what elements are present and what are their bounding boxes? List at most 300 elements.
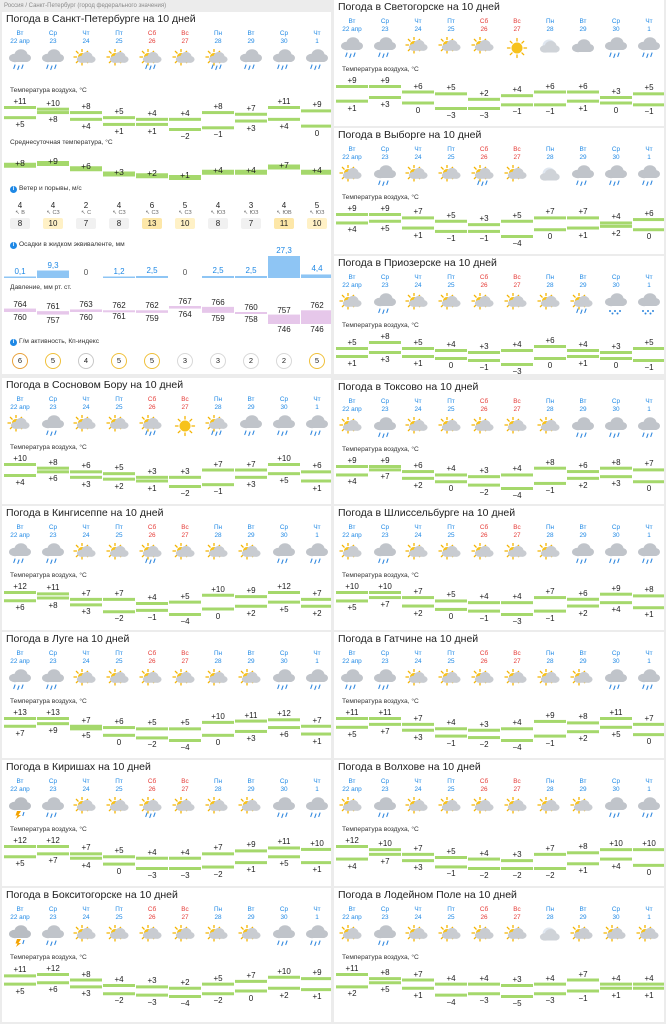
temp-min: +5 [15, 120, 25, 130]
day-name: Вт [579, 778, 587, 785]
temp-max-bar [103, 984, 135, 987]
temp-max-bar [468, 601, 500, 604]
temp-max-bar [301, 977, 331, 980]
temp-max-bar [633, 848, 664, 851]
temp-max-bar [4, 845, 36, 848]
temp-max-bar [169, 987, 201, 990]
day-name: Чт [414, 398, 422, 405]
section-label-text: Температура воздуха, °C [342, 826, 419, 833]
day-name: Чт [313, 906, 321, 913]
temp-min-bar [336, 355, 368, 358]
temp-max: +5 [213, 973, 223, 983]
temp-min: +2 [347, 989, 357, 999]
day-name: Чт [82, 650, 90, 657]
day-date: 23 [381, 532, 389, 539]
day-name: Чт [414, 18, 422, 25]
temp-max: +7 [413, 713, 423, 723]
temp-min-bar [600, 858, 632, 861]
day-date: 28 [546, 406, 554, 413]
temp-min-bar [534, 867, 566, 870]
day-name: Вт [247, 650, 255, 657]
temp-max: +7 [644, 459, 654, 469]
temp-min-bar [567, 227, 599, 230]
day-name: Ср [380, 650, 390, 657]
day-date: 30 [280, 914, 288, 921]
day-name: Пт [115, 650, 123, 657]
temp-max: +9 [347, 76, 357, 85]
city-card [2, 632, 331, 758]
temp-max-bar [468, 729, 500, 732]
day-date: 26 [480, 282, 488, 289]
temp-max-bar [369, 848, 401, 851]
temp-min: −2 [479, 871, 489, 880]
temp-min: −2 [180, 132, 190, 141]
temp-max-bar [4, 717, 36, 720]
wind-arrow-icon: ↖ [145, 210, 152, 216]
temp-min: −1 [479, 363, 489, 372]
day-name: Вт [16, 524, 24, 531]
day-name: Пн [545, 398, 555, 405]
temp-max: +3 [147, 466, 157, 476]
wind-arrow-icon: ↖ [276, 210, 283, 216]
temp-min: 0 [215, 737, 221, 747]
temp-min-bar [103, 478, 135, 481]
temp-max-bar [600, 717, 632, 720]
temp-max: +7 [578, 207, 588, 217]
day-date: 28 [214, 532, 222, 539]
temp-max: +10 [46, 98, 60, 108]
temp-max-bar [369, 717, 401, 720]
temp-min: 0 [613, 361, 619, 370]
temp-min: +6 [48, 985, 58, 995]
temp-max: +7 [81, 843, 91, 853]
temp-max-bar [468, 858, 500, 861]
temp-max-bar [534, 853, 566, 856]
wind-direction-label: СЗ [52, 210, 60, 216]
day-name: Пн [213, 30, 223, 37]
temp-min: +2 [279, 990, 289, 1000]
temp-max-bar [369, 213, 401, 216]
temp-min-bar [136, 609, 168, 612]
temp-max: +7 [413, 843, 423, 853]
card-title[interactable]: Погода в Сосновом Бору на 10 дней [6, 379, 184, 391]
day-name: Вт [348, 274, 356, 281]
temp-min-bar [4, 725, 36, 728]
temp-min-bar [435, 480, 467, 483]
day-name: Вт [579, 274, 587, 281]
day-name: Чт [414, 650, 422, 657]
temp-min-bar [468, 484, 500, 487]
day-date: 27 [181, 38, 189, 45]
day-name: Чт [82, 30, 90, 37]
section-label-text: Температура воздуха, °C [342, 194, 419, 201]
temp-min-bar [169, 613, 201, 616]
day-name: Пн [213, 906, 223, 913]
day-date: 24 [82, 404, 90, 411]
day-name: Ср [48, 30, 58, 37]
temp-max: +5 [644, 83, 654, 93]
temp-min: −2 [114, 614, 124, 624]
temp-max: +10 [211, 711, 225, 721]
temp-max: +8 [81, 969, 91, 979]
city-card [334, 760, 664, 886]
temp-max-bar [70, 852, 102, 855]
day-name: Ср [279, 524, 289, 531]
temp-max: +5 [446, 210, 456, 220]
temp-min: −2 [512, 871, 522, 880]
day-name: Вт [247, 778, 255, 785]
day-name: Вт [247, 30, 255, 37]
day-name: Сб [479, 18, 489, 25]
card-title[interactable]: Погода в Светогорске на 10 дней [338, 1, 500, 13]
wind-gust: 8 [10, 218, 30, 229]
day-date: 30 [612, 786, 620, 793]
city-card [2, 888, 331, 1022]
temp-max: +13 [13, 708, 27, 717]
temp-max-bar [633, 468, 664, 471]
pressure-max: 764 [13, 299, 27, 309]
temp-min: −2 [545, 871, 555, 880]
day-name: Чт [313, 396, 321, 403]
day-date: 26 [480, 406, 488, 413]
day-name: Чт [645, 146, 653, 153]
day-name: Чт [82, 524, 90, 531]
temp-min-bar [4, 474, 36, 477]
day-date: 28 [546, 786, 554, 793]
info-icon[interactable]: i [10, 242, 17, 249]
day-date: 27 [181, 914, 189, 921]
day-date: 26 [148, 38, 156, 45]
temp-min: +6 [15, 603, 25, 613]
temp-max: +12 [46, 964, 60, 973]
temp-max-bar [567, 216, 599, 219]
temp-min-bar [235, 861, 267, 864]
temp-max-bar [567, 91, 599, 94]
temp-max: +9 [611, 583, 621, 593]
day-date: 22 апр [10, 38, 30, 45]
temp-max-bar [534, 91, 566, 94]
temp-max-bar [534, 983, 566, 986]
pressure-band [136, 310, 168, 313]
main-city-card [2, 12, 331, 374]
temp-max-bar [501, 859, 533, 862]
section-label-text: Температура воздуха, °C [10, 87, 87, 94]
temp-max: +5 [446, 847, 456, 856]
day-name: Ср [279, 30, 289, 37]
wind-direction-label: ЮЗ [249, 210, 259, 216]
day-date: 25 [447, 154, 455, 161]
card-title[interactable]: Погода в Выборге на 10 дней [338, 129, 482, 141]
day-date: 28 [546, 26, 554, 33]
section-label-text: Температура воздуха, °C [10, 698, 87, 705]
temp-max-bar [402, 91, 434, 94]
temp-max: +4 [446, 973, 456, 983]
temp-max: +4 [479, 592, 489, 602]
temp-min: +1 [147, 483, 157, 493]
day-date: 23 [381, 154, 389, 161]
temp-max: +11 [378, 708, 392, 717]
temp-min: 0 [415, 105, 421, 115]
wind-direction-label: ЮЗ [216, 210, 226, 216]
breadcrumb[interactable]: Россия / Санкт-Петербург (город федерального значения) [4, 3, 167, 9]
temp-max-bar [37, 467, 69, 470]
day-name: Ср [611, 398, 621, 405]
temp-min-bar [468, 359, 500, 362]
temp-min: −4 [180, 617, 190, 626]
temp-min: −2 [479, 740, 489, 750]
temp-max: +6 [545, 336, 555, 345]
temp-max: +7 [213, 843, 223, 853]
day-name: Пт [447, 778, 455, 785]
temp-max: +4 [446, 718, 456, 728]
temp-max-bar [268, 591, 300, 594]
pressure-min: 759 [211, 313, 225, 323]
temp-min: +6 [279, 730, 289, 740]
pressure-max: 766 [211, 297, 225, 307]
wind-speed: 4 [50, 201, 56, 210]
temp-min-bar [369, 853, 401, 856]
card-title[interactable]: Погода в Гатчине на 10 дней [338, 633, 479, 645]
temp-max-bar [37, 845, 69, 848]
temp-min: +3 [380, 355, 390, 364]
day-date: 24 [414, 786, 422, 793]
temp-min: −1 [545, 485, 555, 495]
day-date: 26 [148, 658, 156, 665]
city-card [334, 0, 664, 126]
info-icon[interactable]: i [10, 186, 17, 193]
temp-min: +7 [15, 728, 25, 738]
temp-min: +7 [380, 600, 390, 610]
day-date: 22 апр [10, 404, 30, 411]
temp-min: −2 [213, 996, 223, 1006]
day-name: Чт [645, 778, 653, 785]
temp-min-bar [468, 610, 500, 613]
temp-min-bar [435, 865, 467, 868]
temp-max-bar [336, 213, 368, 216]
pressure-band [268, 315, 300, 324]
temp-max: +7 [81, 715, 91, 725]
temp-min: +7 [380, 856, 390, 866]
day-name: Сб [479, 398, 489, 405]
card-title[interactable]: Погода в Шлиссельбурге на 10 дней [338, 507, 516, 519]
temp-min: +3 [246, 123, 256, 133]
card-title[interactable]: Погода в Бокситогорске на 10 дней [6, 889, 178, 901]
card-title[interactable]: Погода в Волхове на 10 дней [338, 761, 481, 773]
day-name: Чт [414, 524, 422, 531]
pressure-min: 746 [310, 325, 324, 334]
temp-max-bar [336, 717, 368, 720]
wind-gust: 8 [109, 218, 129, 229]
temp-max-bar [369, 591, 401, 594]
temp-min-bar [202, 866, 234, 869]
day-date: 28 [214, 786, 222, 793]
temp-min: +1 [312, 736, 322, 746]
temp-min: +5 [347, 729, 357, 739]
temp-min: −3 [479, 111, 489, 120]
card-title[interactable]: Погода в Токсово на 10 дней [338, 381, 479, 393]
temperature-chart [2, 632, 331, 758]
temp-max: +7 [246, 970, 256, 980]
temp-min-bar [202, 734, 234, 737]
temp-min: +1 [611, 990, 621, 1000]
kp-index: 3 [210, 353, 226, 369]
temp-max-bar [169, 727, 201, 730]
temp-min-bar [4, 983, 36, 986]
temp-max: +4 [180, 108, 190, 118]
day-date: 22 апр [342, 282, 362, 289]
temp-max: +6 [413, 461, 423, 471]
card-title[interactable]: Погода в Луге на 10 дней [6, 633, 130, 645]
temp-min: +4 [279, 121, 289, 131]
temp-min: +1 [578, 866, 588, 876]
temp-min: +2 [312, 608, 322, 618]
temp-min-bar [336, 858, 368, 861]
day-name: Ср [380, 146, 390, 153]
day-date: 27 [513, 786, 521, 793]
day-date: 26 [480, 914, 488, 921]
day-date: 25 [115, 786, 123, 793]
temp-max: +4 [611, 212, 621, 222]
card-title[interactable]: Погода в Санкт-Петербурге на 10 дней [6, 13, 196, 25]
avg-temp-value: +9 [48, 156, 58, 166]
day-name: Вс [181, 396, 189, 403]
temp-max-bar [468, 223, 500, 226]
temp-min-bar [235, 990, 267, 993]
temp-min: −1 [578, 993, 588, 1003]
info-icon[interactable]: i [10, 339, 17, 346]
day-date: 24 [414, 658, 422, 665]
card-title[interactable]: Погода в Киришах на 10 дней [6, 761, 151, 773]
day-name: Чт [645, 274, 653, 281]
temp-min-bar [169, 485, 201, 488]
city-card [2, 378, 331, 504]
temp-max: +6 [578, 461, 588, 471]
day-name: Ср [380, 778, 390, 785]
pressure-min: 760 [79, 313, 93, 322]
temp-max: +8 [545, 457, 555, 467]
temp-min: +1 [246, 865, 256, 875]
day-date: 27 [181, 404, 189, 411]
card-title[interactable]: Погода в Кингисеппе на 10 дней [6, 507, 164, 519]
temp-max: +5 [512, 210, 522, 220]
day-date: 28 [546, 914, 554, 921]
temp-min: +4 [347, 477, 357, 487]
temp-max: +6 [413, 81, 423, 91]
temp-min: −2 [114, 996, 124, 1006]
temp-max: +8 [380, 968, 390, 978]
day-name: Сб [479, 274, 489, 281]
wind-direction-label: СЗ [118, 210, 126, 216]
temp-max: +3 [512, 975, 522, 984]
city-card [334, 506, 664, 630]
temp-min: −4 [446, 997, 456, 1007]
temp-min: +1 [312, 865, 322, 875]
temp-max: +4 [512, 464, 522, 474]
avg-temp-value: +7 [279, 159, 289, 170]
temp-max-bar [301, 848, 331, 851]
wind-gust: 10 [307, 218, 327, 229]
card-title[interactable]: Погода в Лодейном Поле на 10 дней [338, 889, 517, 901]
day-date: 29 [247, 404, 255, 411]
temp-max: +7 [413, 969, 423, 979]
day-name: Вт [348, 650, 356, 657]
temp-min-bar [103, 992, 135, 995]
temp-min-bar [136, 994, 168, 997]
day-date: 1 [647, 658, 651, 665]
day-date: 23 [49, 658, 57, 665]
kp-index: 5 [111, 353, 127, 369]
temp-max-bar [435, 727, 467, 730]
temp-max: +7 [246, 459, 256, 469]
day-name: Вт [579, 650, 587, 657]
temp-min-bar [402, 355, 434, 358]
temp-max: +4 [611, 973, 621, 983]
day-name: Пн [213, 396, 223, 403]
card-title[interactable]: Погода в Приозерске на 10 дней [338, 257, 497, 269]
wind-direction-label: С [87, 210, 92, 216]
temp-min: 0 [547, 361, 553, 370]
temp-min: +7 [380, 726, 390, 736]
temp-max-bar [435, 599, 467, 602]
temp-min-bar [336, 221, 368, 224]
temp-min: +5 [279, 604, 289, 614]
day-name: Чт [645, 524, 653, 531]
day-name: Вс [181, 30, 189, 37]
pressure-max: 762 [145, 301, 159, 311]
temp-max-bar [202, 594, 234, 597]
temp-max: +13 [46, 708, 60, 717]
day-date: 27 [513, 282, 521, 289]
section-label-text: Температура воздуха, °C [10, 954, 87, 961]
day-name: Пт [115, 396, 123, 403]
temp-min: +2 [578, 608, 588, 618]
day-name: Сб [479, 146, 489, 153]
temp-min-bar [70, 603, 102, 606]
temp-min-bar [600, 726, 632, 729]
section-label-text: Среднесуточная температура, °C [10, 139, 113, 146]
day-date: 25 [115, 38, 123, 45]
temp-max: +7 [81, 588, 91, 598]
day-date: 30 [280, 404, 288, 411]
temp-max: +11 [13, 97, 27, 106]
temp-min: 0 [448, 611, 454, 621]
kp-index: 2 [243, 353, 259, 369]
temp-min: 0 [215, 611, 221, 621]
temp-max: +11 [13, 965, 27, 975]
temp-max: +12 [13, 836, 27, 845]
section-label-text: Температура воздуха, °C [10, 572, 87, 579]
temp-max: +8 [578, 712, 588, 722]
temp-max-bar [268, 976, 300, 979]
temp-min: +2 [246, 608, 256, 618]
temp-min-bar [235, 476, 267, 479]
temp-max-bar [103, 598, 135, 601]
city-card [2, 760, 331, 886]
day-date: 22 апр [10, 658, 30, 665]
temp-min: +3 [246, 479, 256, 489]
day-date: 22 апр [342, 914, 362, 921]
temp-min: +6 [48, 474, 58, 484]
temp-max-bar [169, 476, 201, 479]
temp-min: 0 [448, 361, 454, 370]
temp-max: +8 [611, 457, 621, 467]
temp-max-bar [600, 96, 632, 99]
pressure-band [70, 309, 102, 312]
temp-min: −1 [213, 130, 223, 140]
temp-min-bar [567, 990, 599, 993]
temp-max: +4 [512, 340, 522, 349]
temp-max: +9 [380, 204, 390, 213]
